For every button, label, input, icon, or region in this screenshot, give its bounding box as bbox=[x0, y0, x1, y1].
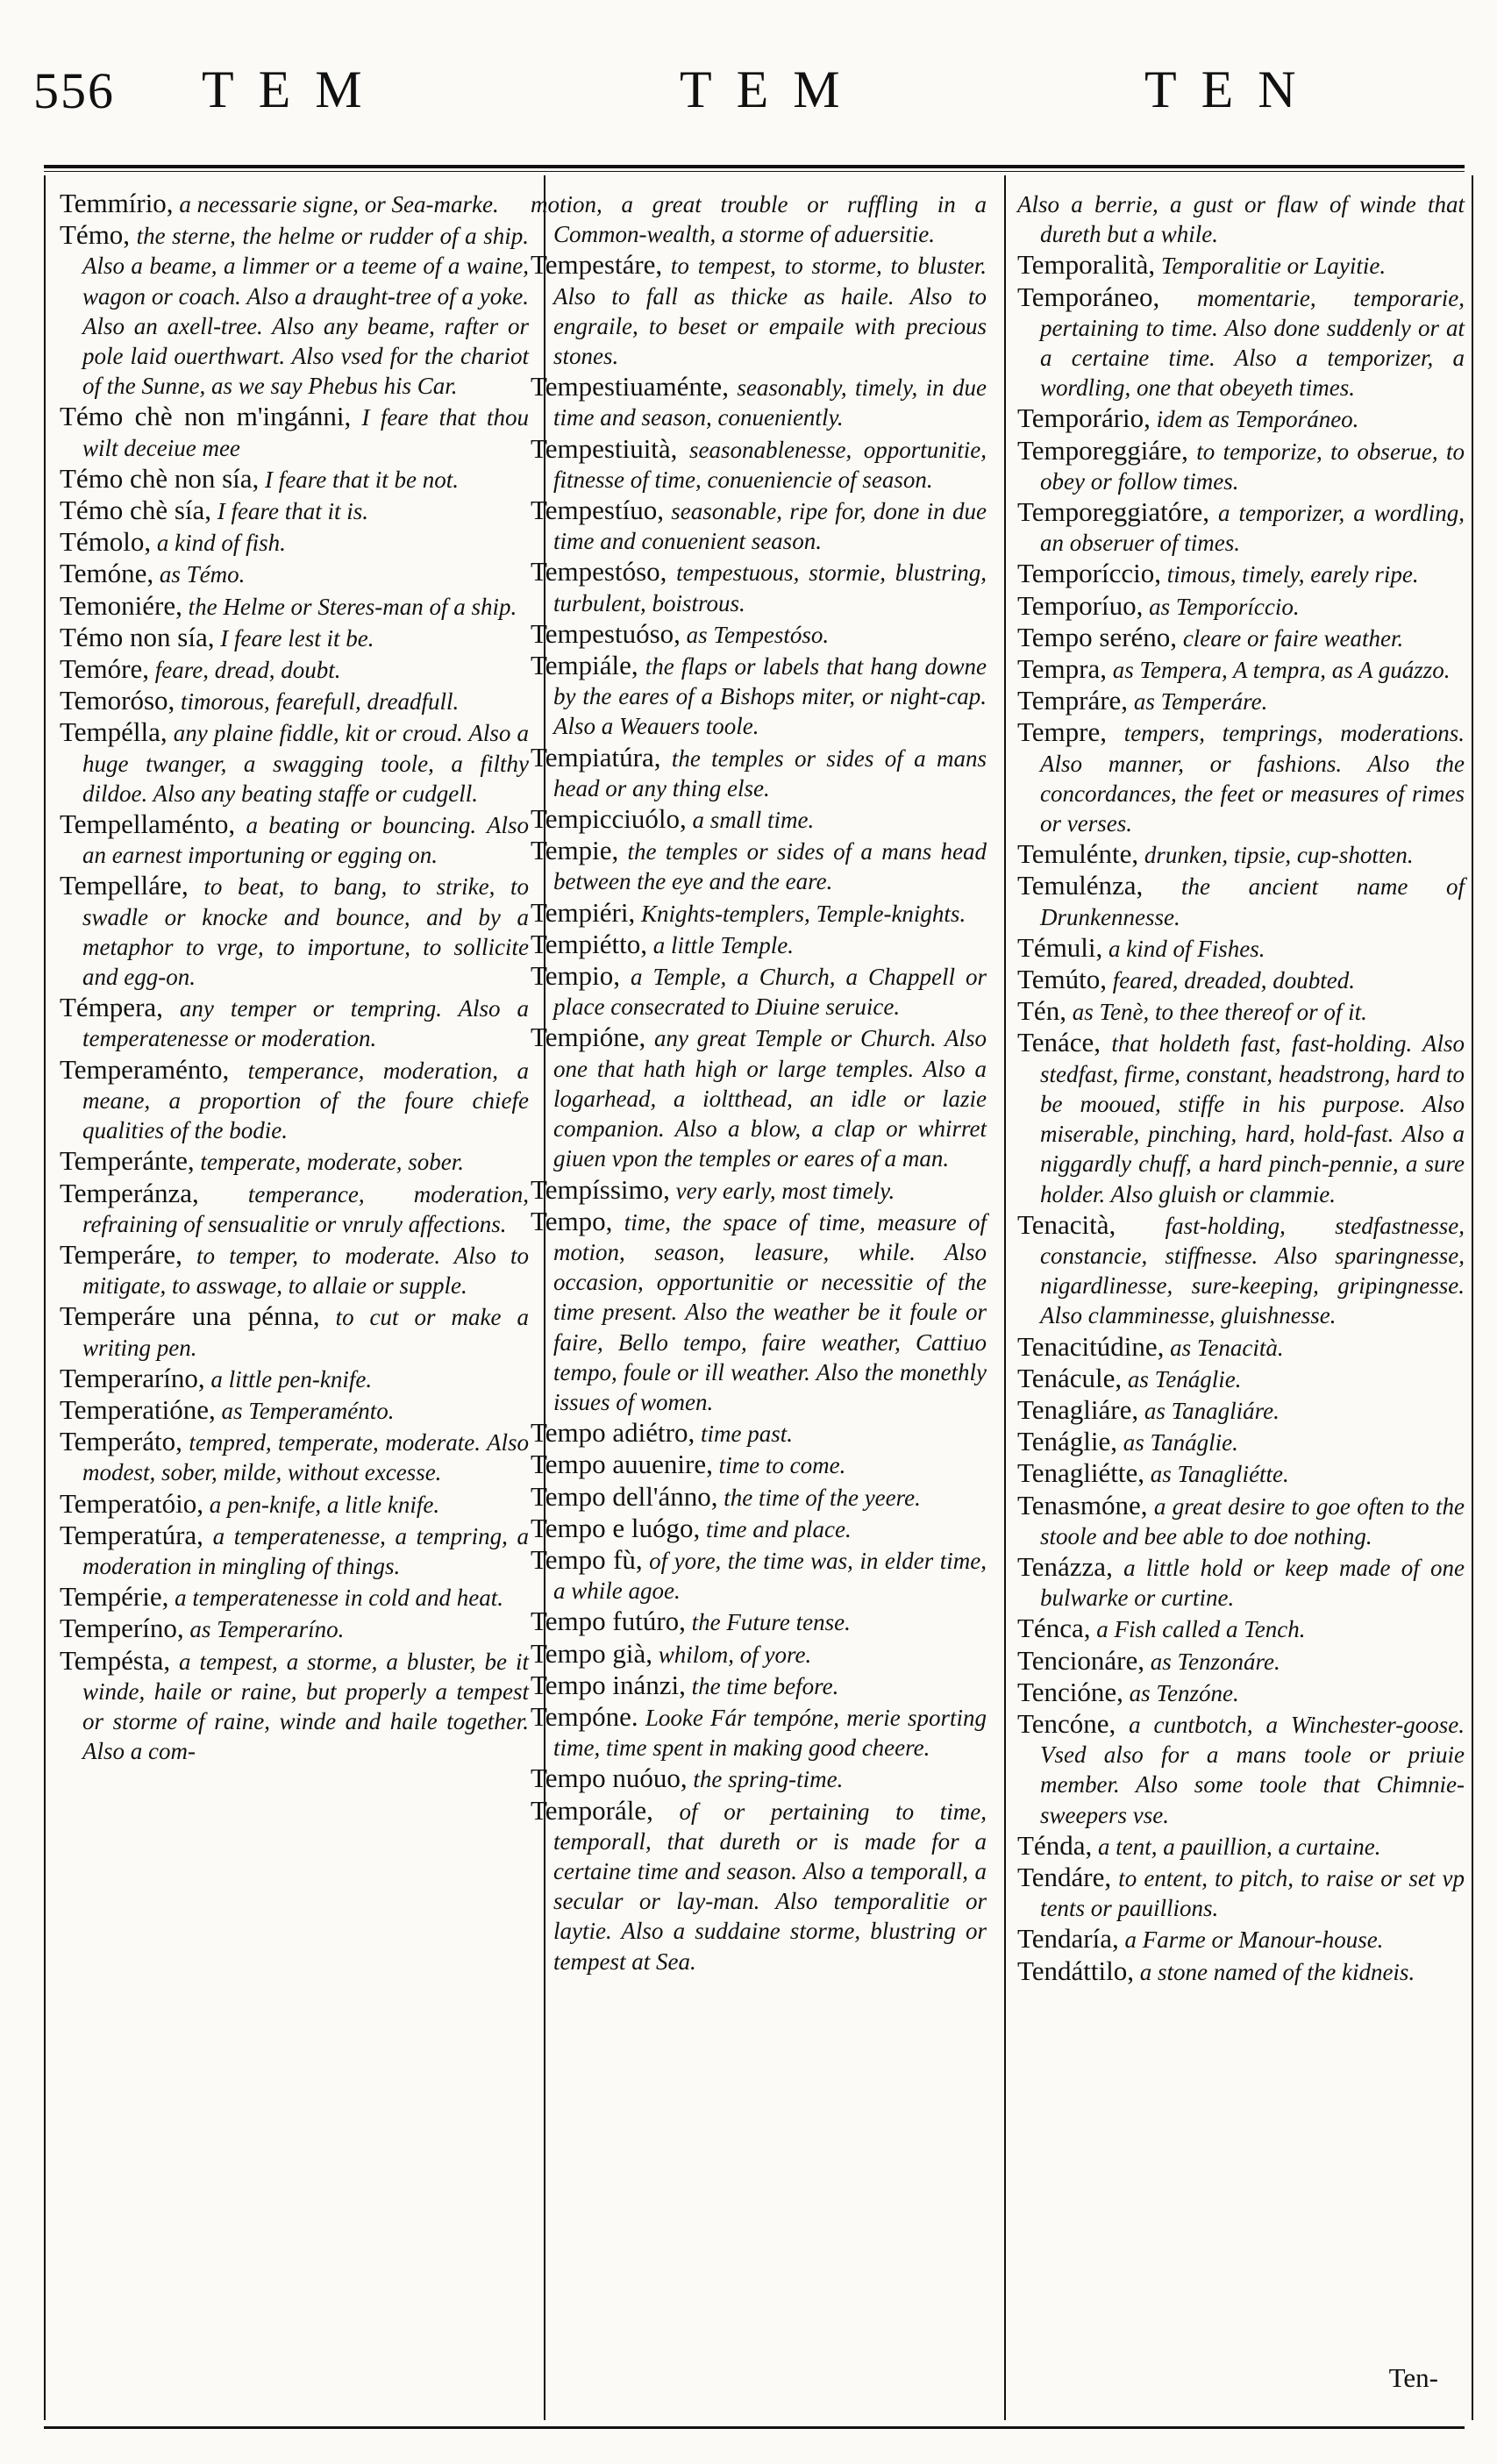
headword: Tempelláre, bbox=[60, 870, 189, 901]
headword: Temporário, bbox=[1017, 402, 1151, 434]
definition: feare, dread, doubt. bbox=[148, 657, 341, 684]
definition: the time of the yeere. bbox=[717, 1484, 921, 1511]
definition: a stone named of the kidneis. bbox=[1134, 1958, 1415, 1985]
definition: to beat, to bang, to strike, to swadle or knocke and bounce, and by a metaphor to vrge, to importune, to sollicite and egg-on. bbox=[82, 873, 529, 991]
dictionary-entry bbox=[1017, 1646, 1465, 1677]
dictionary-entry bbox=[1017, 996, 1465, 1027]
headword: Temporáneo, bbox=[1017, 281, 1160, 312]
headword: Temperánte, bbox=[60, 1145, 195, 1177]
definition: to temper, to moderate. Also to mitigate, to asswage, to allaie or supple. bbox=[82, 1242, 529, 1300]
header-rule-thin bbox=[44, 171, 1465, 172]
dictionary-entry bbox=[60, 402, 529, 462]
dictionary-entry bbox=[1017, 1395, 1465, 1426]
dictionary-entry bbox=[1017, 686, 1465, 716]
dictionary-entry bbox=[1017, 839, 1465, 870]
dictionary-entry bbox=[60, 220, 529, 401]
headword: Temporeggiatóre, bbox=[1017, 496, 1210, 528]
dictionary-entry bbox=[60, 1582, 529, 1613]
headword: Tenáce, bbox=[1017, 1027, 1101, 1058]
dictionary-entry bbox=[531, 1482, 987, 1513]
headword: Témpera, bbox=[60, 992, 163, 1023]
headword: Tencóne, bbox=[1017, 1707, 1116, 1739]
headword: Ténda, bbox=[1017, 1829, 1093, 1861]
headword: Temulénte, bbox=[1017, 838, 1139, 870]
definition: as Tempera, A tempra, as A guázzo. bbox=[1106, 657, 1451, 684]
running-header bbox=[26, 35, 1473, 132]
dictionary-entry bbox=[60, 1240, 529, 1300]
headword: Tenagliétte, bbox=[1017, 1457, 1145, 1489]
definition: the temples or sides of a mans head between the eye and the eare. bbox=[553, 838, 987, 895]
definition: a kind of fish. bbox=[151, 530, 286, 557]
definition: a temporizer, a wordling, an obseruer of times. bbox=[1040, 500, 1465, 557]
dictionary-entry bbox=[531, 1763, 987, 1794]
definition: as Tenacità. bbox=[1164, 1334, 1284, 1361]
dictionary-entry bbox=[60, 189, 529, 219]
dictionary-entry bbox=[531, 1513, 987, 1544]
headword: Témo, bbox=[60, 219, 131, 251]
definition: fast-holding, stedfastnesse, constancie, stiffnesse. Also sparingnesse, nigardlinesse, sure-keeping, gripingnesse. Also clamminesse, gluishnesse. bbox=[1040, 1212, 1465, 1329]
headword: Tempo già, bbox=[531, 1637, 653, 1669]
dictionary-entry bbox=[1017, 1709, 1465, 1830]
definition: a temperatenesse, a tempring, a moderation in mingling of things. bbox=[82, 1522, 529, 1579]
definition: as Tanagliétte. bbox=[1144, 1461, 1289, 1488]
headword: Tenacitúdine, bbox=[1017, 1330, 1165, 1362]
headword: Tenázza, bbox=[1017, 1550, 1113, 1582]
definition: Temporalitie or Layitie. bbox=[1155, 253, 1387, 280]
headword: Temóne, bbox=[60, 558, 154, 589]
dictionary-entry bbox=[60, 871, 529, 992]
headword: Temperáre, bbox=[60, 1238, 182, 1270]
headword: Témuli, bbox=[1017, 931, 1103, 963]
headword: Temporíccio, bbox=[1017, 558, 1161, 589]
definition: any great Temple or Church. Also one that hath high or large temples. Also a logarhead, a ioltthead, an idle or lazie companion. Also a blow, a clap or whirret giuen vpon the temples or eares of a man. bbox=[553, 1025, 987, 1172]
dictionary-page bbox=[26, 35, 1473, 2438]
column-2 bbox=[531, 189, 987, 1977]
column-rule bbox=[1004, 175, 1006, 2420]
definition: seasonably, timely, in due time and season, conueniently. bbox=[553, 374, 987, 431]
headword: Témo chè non sía, bbox=[60, 462, 260, 494]
headword: Tempo dell'ánno, bbox=[531, 1480, 718, 1512]
definition: a tent, a pauillion, a curtaine. bbox=[1092, 1833, 1381, 1860]
dictionary-entry bbox=[1017, 559, 1465, 589]
headword: Tén, bbox=[1017, 995, 1066, 1027]
dictionary-entry bbox=[531, 929, 987, 960]
definition: I feare that thou wilt deceiue mee bbox=[82, 404, 529, 461]
dictionary-entry bbox=[531, 1418, 987, 1449]
headword: Temperáre una pénna, bbox=[60, 1300, 320, 1332]
dictionary-entry bbox=[60, 591, 529, 622]
dictionary-entry bbox=[531, 1606, 987, 1637]
dictionary-entry bbox=[1017, 436, 1465, 496]
dictionary-entry bbox=[1017, 282, 1465, 403]
dictionary-entry bbox=[1017, 1332, 1465, 1363]
headword: Tempo fù, bbox=[531, 1543, 643, 1575]
dictionary-entry bbox=[531, 961, 987, 1022]
dictionary-entry bbox=[1017, 1677, 1465, 1708]
definition: a Temple, a Church, a Chappell or place consecrated to Diuine seruice. bbox=[553, 964, 987, 1021]
definition: as Temporíccio. bbox=[1143, 593, 1300, 620]
headword: Tendáre, bbox=[1017, 1861, 1112, 1892]
headword: Tempo futúro, bbox=[531, 1606, 686, 1637]
dictionary-entry bbox=[531, 250, 987, 371]
headword: Temperatóio, bbox=[60, 1487, 203, 1519]
dictionary-entry bbox=[60, 1646, 529, 1767]
headword: Témo chè non m'ingánni, bbox=[60, 401, 352, 432]
definition: I feare that it is. bbox=[211, 498, 368, 525]
definition: I feare lest it be. bbox=[214, 624, 374, 652]
dictionary-entry bbox=[60, 1301, 529, 1362]
headword: Tempo e luógo, bbox=[531, 1512, 701, 1543]
dictionary-entry bbox=[1017, 1028, 1465, 1208]
headword: Tempo inánzi, bbox=[531, 1669, 686, 1700]
headword: Témo chè sía, bbox=[60, 495, 212, 526]
definition: a kind of Fishes. bbox=[1102, 935, 1265, 962]
dictionary-entry bbox=[60, 1489, 529, 1520]
header-rule bbox=[44, 165, 1465, 168]
definition: of or pertaining to time, temporall, that dureth or is made for a certaine time and season. Also a temporall, a secular or lay-man. Also temporalitie or laytie. Also a suddaine storme, blustring or tempest at Sea. bbox=[553, 1798, 987, 1975]
dictionary-entry bbox=[531, 651, 987, 742]
column-rule bbox=[44, 175, 46, 2420]
definition: the temples or sides of a mans head or any thing else. bbox=[553, 744, 987, 801]
headword: Tempóne. bbox=[531, 1700, 638, 1732]
dictionary-entry bbox=[531, 189, 987, 249]
definition: as Temperaménto. bbox=[215, 1397, 395, 1424]
headword: Temporalità, bbox=[1017, 249, 1156, 281]
headword: Temperatúra, bbox=[60, 1519, 203, 1550]
headword: Temperatióne, bbox=[60, 1393, 216, 1425]
footer-rule bbox=[44, 2426, 1465, 2429]
dictionary-entry bbox=[1017, 250, 1465, 281]
dictionary-entry bbox=[531, 1449, 987, 1480]
definition: drunken, tipsie, cup-shotten. bbox=[1138, 842, 1414, 869]
headword: Tempestáre, bbox=[531, 249, 663, 281]
dictionary-entry bbox=[531, 836, 987, 896]
dictionary-entry bbox=[531, 1796, 987, 1976]
headword: Tempélla, bbox=[60, 716, 168, 748]
definition: a beating or bouncing. Also an earnest importuning or egging on. bbox=[82, 812, 529, 869]
headword: Témo non sía, bbox=[60, 621, 215, 652]
definition: timous, timely, earely ripe. bbox=[1160, 561, 1419, 588]
definition: Knights-templers, Temple-knights. bbox=[635, 900, 966, 927]
definition: a little hold or keep made of one bulwarke or curtine. bbox=[1040, 1554, 1465, 1612]
definition: that holdeth fast, fast-holding. Also stedfast, firme, constant, headstrong, hard to be mooued, stiffe in his purpose. Also miserable, pinching, hard, hold-fast. Also a niggardly chuff, a hard pinch-pennie, a sure holder. Also gluish or clammie. bbox=[1040, 1030, 1465, 1207]
headword: Temmírio, bbox=[60, 188, 174, 218]
dictionary-entry bbox=[531, 1175, 987, 1206]
headword: Ténca, bbox=[1017, 1613, 1091, 1644]
definition: as Temperáre. bbox=[1128, 688, 1268, 716]
definition: motion, a great trouble or ruffling in a Common-wealth, a storme of aduersitie. bbox=[531, 191, 987, 248]
definition: as Temperaríno. bbox=[183, 1616, 345, 1643]
dictionary-entry bbox=[531, 743, 987, 803]
dictionary-entry bbox=[531, 1545, 987, 1606]
dictionary-entry bbox=[1017, 717, 1465, 838]
definition: as Tenzonáre. bbox=[1144, 1648, 1280, 1675]
dictionary-entry bbox=[1017, 1956, 1465, 1987]
definition: a tempest, a storme, a bluster, be it winde, haile or raine, but properly a tempest or storme of raine, winde and haile together. Also a com- bbox=[82, 1648, 529, 1765]
catchword: Ten- bbox=[1388, 2362, 1438, 2393]
dictionary-entry bbox=[1017, 497, 1465, 558]
dictionary-entry bbox=[1017, 1862, 1465, 1923]
headword: Tempestiuità, bbox=[531, 432, 678, 464]
definition: whilom, of yore. bbox=[652, 1641, 812, 1668]
definition: as Tenè, to thee thereof or of it. bbox=[1066, 999, 1367, 1026]
headword: Tempíssimo, bbox=[531, 1173, 670, 1205]
definition: a cuntbotch, a Winchester-goose. Vsed also for a mans toole or priuie member. Also some toole that Chimnie-sweepers vse. bbox=[1040, 1711, 1465, 1828]
headword: Tempiále, bbox=[531, 650, 638, 681]
headword: Tempio, bbox=[531, 960, 621, 992]
definition: time and place. bbox=[700, 1515, 852, 1542]
column-1 bbox=[60, 189, 529, 1767]
headword: Temperáto, bbox=[60, 1426, 182, 1457]
dictionary-entry bbox=[1017, 1831, 1465, 1862]
definition: a temperatenesse in cold and heat. bbox=[168, 1585, 504, 1612]
definition: a little Temple. bbox=[647, 931, 794, 958]
definition: as Témo. bbox=[153, 561, 246, 588]
dictionary-entry bbox=[531, 1207, 987, 1417]
dictionary-entry bbox=[60, 1520, 529, 1581]
dictionary-entry bbox=[531, 495, 987, 556]
headword: Tempra, bbox=[1017, 653, 1107, 685]
definition: any temper or tempring. Also a temperatenesse or moderation. bbox=[82, 995, 529, 1052]
headword: Temoróso, bbox=[60, 685, 175, 716]
headword: Temporeggiáre, bbox=[1017, 434, 1188, 466]
headword: Tencióne, bbox=[1017, 1676, 1123, 1707]
definition: the sterne, the helme or rudder of a ship. Also a beame, a limmer or a teeme of a waine, wagon or coach. Also a draught-tree of a yoke. Also an axell-tree. Also any beame, rafter or pole laid ouerthwart. Also vsed for the chariot of the Sunne, as we say Phebus his Car. bbox=[82, 223, 529, 400]
dictionary-entry bbox=[60, 1364, 529, 1394]
definition: of yore, the time was, in elder time, a while agoe. bbox=[553, 1547, 987, 1605]
definition: to cut or make a writing pen. bbox=[82, 1304, 529, 1361]
definition: feared, dreaded, doubted. bbox=[1107, 967, 1355, 994]
headword: Tenasmóne, bbox=[1017, 1489, 1148, 1520]
headword: Tenácule, bbox=[1017, 1362, 1123, 1393]
dictionary-entry bbox=[60, 495, 529, 526]
definition: as Tenzóne. bbox=[1123, 1679, 1239, 1706]
definition: temperance, moderation, a meane, a proportion of the foure chiefe qualities of the bodie. bbox=[82, 1057, 529, 1144]
dictionary-entry bbox=[60, 717, 529, 808]
dictionary-entry bbox=[531, 557, 987, 617]
headword: Tenáglie, bbox=[1017, 1426, 1118, 1457]
definition: time to come. bbox=[712, 1452, 846, 1479]
definition: timorous, fearefull, dreadfull. bbox=[175, 688, 460, 716]
definition: the spring-time. bbox=[687, 1766, 844, 1793]
definition: as Tanagliáre. bbox=[1138, 1397, 1280, 1424]
definition: seasonablenesse, opportunitie, fitnesse of time, conueniencie of season. bbox=[553, 436, 987, 493]
dictionary-entry bbox=[1017, 591, 1465, 622]
definition: a small time. bbox=[686, 807, 815, 834]
definition: as Tempestóso. bbox=[680, 621, 830, 648]
definition: time, the space of time, measure of motion, season, leasure, while. Also occasion, opportunitie or necessitie of the time present. Also the weather be it foule or faire, Bello tempo, faire weather, Cattiuo tempo, foule or ill weather. Also the monethly issues of women. bbox=[553, 1208, 987, 1415]
headword: Tenacità, bbox=[1017, 1208, 1116, 1240]
dictionary-entry bbox=[1017, 189, 1465, 249]
dictionary-entry bbox=[1017, 623, 1465, 653]
headword: Tempésta, bbox=[60, 1644, 171, 1676]
dictionary-entry bbox=[60, 1395, 529, 1426]
definition: tempestuous, stormie, blustring, turbulent, boistrous. bbox=[553, 559, 987, 616]
dictionary-entry bbox=[1017, 403, 1465, 434]
definition: to tempest, to storme, to bluster. Also to fall as thicke as haile. Also to engraile, to beset or empaile with precious stones. bbox=[553, 253, 987, 370]
definition: a necessarie signe, or Sea-marke. bbox=[173, 191, 499, 217]
definition: seasonable, ripe for, done in due time and conuenient season. bbox=[553, 498, 987, 555]
definition: to entent, to pitch, to raise or set vp tents or pauillions. bbox=[1040, 1864, 1465, 1922]
definition: temperance, moderation, refraining of sensualitie or vnruly affections. bbox=[82, 1180, 529, 1237]
headword: Tendáttilo, bbox=[1017, 1955, 1134, 1986]
page-number: 556 bbox=[33, 62, 115, 119]
dictionary-entry bbox=[1017, 654, 1465, 685]
definition: to temporize, to obserue, to obey or follow times. bbox=[1040, 438, 1465, 495]
headword: Tempiatúra, bbox=[531, 741, 661, 773]
definition: a Fish called a Tench. bbox=[1090, 1616, 1306, 1643]
headword: Temperaménto, bbox=[60, 1053, 230, 1085]
headword: Temperaríno, bbox=[60, 1362, 205, 1393]
definition: Looke Fár tempóne, merie sporting time, time spent in making good cheere. bbox=[553, 1704, 987, 1762]
headword: Tenagliáre, bbox=[1017, 1393, 1139, 1425]
headword: Tempo, bbox=[531, 1205, 613, 1236]
definition: idem as Temporáneo. bbox=[1150, 406, 1359, 433]
header-word-center: TEM bbox=[680, 61, 865, 118]
definition: as Tanáglie. bbox=[1117, 1429, 1238, 1456]
dictionary-entry bbox=[531, 1702, 987, 1763]
column-rule bbox=[1472, 175, 1473, 2420]
dictionary-entry bbox=[60, 1146, 529, 1177]
headword: Tempicciuólo, bbox=[531, 803, 687, 835]
headword: Tempo nuóuo, bbox=[531, 1763, 688, 1794]
headword: Tencionáre, bbox=[1017, 1644, 1144, 1676]
headword: Tempióne, bbox=[531, 1022, 646, 1053]
definition: time past. bbox=[695, 1421, 793, 1448]
dictionary-entry bbox=[1017, 1613, 1465, 1644]
definition: temperate, moderate, sober. bbox=[194, 1149, 465, 1176]
headword: Tempellaménto, bbox=[60, 808, 236, 840]
definition: a little pen-knife. bbox=[204, 1365, 373, 1392]
dictionary-entry bbox=[60, 1179, 529, 1239]
dictionary-entry bbox=[531, 1022, 987, 1173]
headword: Tempo auuenire, bbox=[531, 1449, 713, 1480]
headword: Tempiéri, bbox=[531, 896, 636, 928]
dictionary-entry bbox=[1017, 1924, 1465, 1955]
header-word-left: TEM bbox=[202, 61, 387, 118]
definition: a pen-knife, a litle knife. bbox=[203, 1491, 440, 1518]
dictionary-entry bbox=[1017, 965, 1465, 995]
definition: a Farme or Manour-house. bbox=[1118, 1926, 1384, 1954]
dictionary-entry bbox=[531, 434, 987, 495]
definition: the Future tense. bbox=[685, 1609, 851, 1636]
header-word-right: TEN bbox=[1144, 61, 1321, 118]
dictionary-entry bbox=[531, 619, 987, 650]
definition: I feare that it be not. bbox=[259, 466, 459, 493]
dictionary-entry bbox=[1017, 871, 1465, 931]
dictionary-entry bbox=[60, 464, 529, 495]
dictionary-entry bbox=[60, 686, 529, 716]
dictionary-entry bbox=[60, 1613, 529, 1644]
headword: Temoniére, bbox=[60, 589, 182, 621]
definition: tempers, temprings, moderations. Also manner, or fashions. Also the concordances, the feet or measures of rimes or verses. bbox=[1040, 720, 1465, 837]
dictionary-entry bbox=[1017, 1364, 1465, 1394]
dictionary-entry bbox=[1017, 1210, 1465, 1331]
headword: Temúto, bbox=[1017, 964, 1108, 995]
headword: Tempráre, bbox=[1017, 685, 1129, 716]
dictionary-entry bbox=[1017, 933, 1465, 964]
dictionary-entry bbox=[1017, 1427, 1465, 1457]
definition: very early, most timely. bbox=[669, 1177, 895, 1204]
headword: Tempestóso, bbox=[531, 556, 667, 588]
headword: Tempo adiétro, bbox=[531, 1417, 695, 1449]
dictionary-entry bbox=[60, 1427, 529, 1487]
headword: Tempre, bbox=[1017, 716, 1107, 748]
headword: Temóre, bbox=[60, 653, 149, 685]
headword: Temperánza, bbox=[60, 1177, 199, 1208]
headword: Tempestíuo, bbox=[531, 495, 664, 526]
dictionary-entry bbox=[60, 527, 529, 558]
definition: the flaps or labels that hang downe by the eares of a Bishops miter, or night-cap. Also a Weauers toole. bbox=[553, 653, 987, 740]
definition: momentarie, temporarie, pertaining to time. Also done suddenly or at a certaine time. Also a temporizer, a wordling, one that obeyeth times. bbox=[1040, 284, 1465, 402]
definition: the ancient name of Drunkennesse. bbox=[1040, 873, 1465, 930]
dictionary-entry bbox=[60, 559, 529, 589]
definition: as Tenáglie. bbox=[1122, 1365, 1242, 1392]
headword: Témolo, bbox=[60, 526, 152, 558]
dictionary-entry bbox=[60, 623, 529, 653]
definition: Also a berrie, a gust or flaw of winde that dureth but a while. bbox=[1017, 191, 1465, 248]
dictionary-entry bbox=[60, 993, 529, 1053]
headword: Temulénza, bbox=[1017, 870, 1144, 901]
dictionary-entry bbox=[1017, 1552, 1465, 1613]
headword: Tempestuóso, bbox=[531, 617, 681, 649]
definition: cleare or faire weather. bbox=[1177, 624, 1404, 652]
headword: Temperíno, bbox=[60, 1613, 184, 1644]
dictionary-entry bbox=[60, 1055, 529, 1146]
dictionary-entry bbox=[1017, 1458, 1465, 1489]
headword: Tempie, bbox=[531, 835, 619, 866]
definition: tempred, temperate, moderate. Also modest, sober, milde, without excesse. bbox=[82, 1429, 529, 1486]
dictionary-entry bbox=[531, 898, 987, 929]
headword: Temporíuo, bbox=[1017, 589, 1144, 621]
headword: Temporále, bbox=[531, 1794, 653, 1826]
headword: Tempiétto, bbox=[531, 928, 647, 959]
dictionary-entry bbox=[531, 1670, 987, 1701]
dictionary-entry bbox=[531, 1639, 987, 1670]
definition: the time before. bbox=[685, 1672, 839, 1699]
dictionary-entry bbox=[60, 654, 529, 685]
dictionary-entry bbox=[1017, 1491, 1465, 1551]
headword: Tempo seréno, bbox=[1017, 621, 1178, 652]
headword: Tempestiuaménte, bbox=[531, 371, 729, 402]
dictionary-entry bbox=[531, 804, 987, 835]
dictionary-entry bbox=[531, 372, 987, 432]
definition: any plaine fiddle, kit or croud. Also a huge twanger, a swagging toole, a filthy dildoe. Also any beating staffe or cudgell. bbox=[82, 720, 529, 807]
headword: Tendaría, bbox=[1017, 1923, 1119, 1955]
column-3 bbox=[1017, 189, 1465, 1988]
definition: the Helme or Steres-man of a ship. bbox=[182, 593, 517, 620]
definition: a great desire to goe often to the stoole and bee able to doe nothing. bbox=[1040, 1492, 1465, 1549]
dictionary-entry bbox=[60, 809, 529, 870]
headword: Tempérie, bbox=[60, 1581, 169, 1613]
